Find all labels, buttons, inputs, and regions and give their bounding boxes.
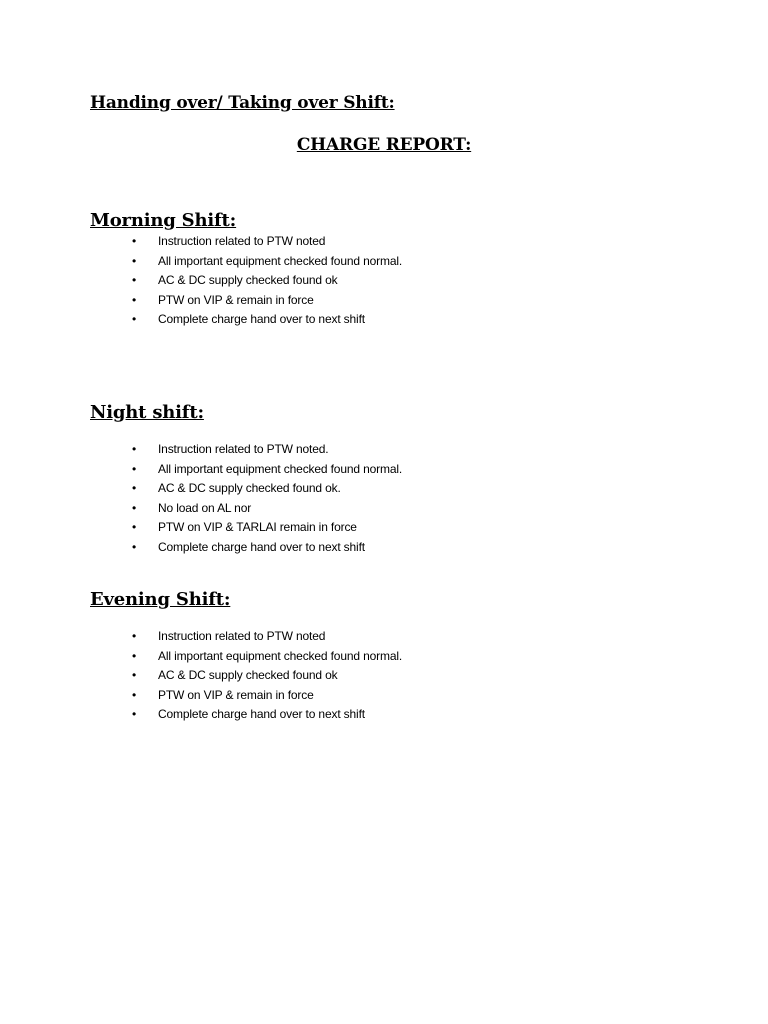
bullet-icon: • bbox=[132, 292, 137, 307]
bullet-icon: • bbox=[132, 629, 137, 643]
list-item-text: Instruction related to PTW noted bbox=[158, 234, 326, 248]
list-item-text: Complete charge hand over to next shift bbox=[158, 707, 365, 722]
list-item-text: AC & DC supply checked found ok bbox=[158, 273, 338, 288]
list-item-text: No load on AL nor bbox=[158, 500, 252, 515]
bullet-icon: • bbox=[132, 442, 137, 456]
bullet-icon: • bbox=[132, 253, 137, 268]
list-item-text: Complete charge hand over to next shift bbox=[158, 539, 365, 554]
bullet-icon: • bbox=[132, 481, 137, 496]
morning-shift-item bbox=[0, 310, 768, 330]
morning-shift-item bbox=[0, 232, 768, 252]
evening-shift-heading: Evening Shift: bbox=[90, 589, 231, 610]
bullet-icon: • bbox=[132, 668, 137, 683]
night-shift-item bbox=[0, 518, 768, 538]
morning-shift-item bbox=[0, 271, 768, 291]
list-item-text: Instruction related to PTW noted. bbox=[158, 442, 329, 456]
bullet-icon: • bbox=[132, 648, 137, 663]
charge-report-title: CHARGE REPORT: bbox=[296, 135, 472, 155]
evening-shift-item bbox=[0, 705, 768, 725]
night-shift-item bbox=[0, 538, 768, 558]
night-shift-item bbox=[0, 499, 768, 519]
list-item-text: All important equipment checked found normal. bbox=[158, 461, 403, 476]
bullet-icon: • bbox=[132, 687, 137, 702]
morning-shift-heading: Morning Shift: bbox=[90, 210, 237, 231]
evening-shift-item bbox=[0, 627, 768, 647]
evening-shift-item bbox=[0, 686, 768, 706]
evening-shift-item bbox=[0, 666, 768, 686]
evening-shift-list bbox=[0, 627, 768, 725]
list-item-text: AC & DC supply checked found ok. bbox=[158, 481, 341, 496]
document-heading: Handing over/ Taking over Shift: bbox=[90, 93, 395, 113]
evening-shift-item bbox=[0, 647, 768, 667]
bullet-icon: • bbox=[132, 312, 137, 327]
night-shift-item bbox=[0, 479, 768, 499]
list-item-text: Instruction related to PTW noted bbox=[158, 629, 326, 643]
night-shift-item bbox=[0, 440, 768, 460]
night-shift-heading: Night shift: bbox=[90, 402, 204, 423]
morning-shift-item bbox=[0, 291, 768, 311]
bullet-icon: • bbox=[132, 539, 137, 554]
bullet-icon: • bbox=[132, 520, 137, 535]
bullet-icon: • bbox=[132, 461, 137, 476]
morning-shift-list bbox=[0, 232, 768, 330]
morning-shift-item bbox=[0, 252, 768, 272]
night-shift-item bbox=[0, 460, 768, 480]
night-shift-list bbox=[0, 440, 768, 558]
list-item-text: AC & DC supply checked found ok bbox=[158, 668, 338, 683]
list-item-text: PTW on VIP & remain in force bbox=[158, 292, 314, 307]
list-item-text: All important equipment checked found normal. bbox=[158, 648, 403, 663]
list-item-text: Complete charge hand over to next shift bbox=[158, 312, 365, 327]
list-item-text: PTW on VIP & TARLAI remain in force bbox=[158, 520, 357, 535]
list-item-text: PTW on VIP & remain in force bbox=[158, 687, 314, 702]
bullet-icon: • bbox=[132, 707, 137, 722]
bullet-icon: • bbox=[132, 500, 137, 515]
list-item-text: All important equipment checked found normal. bbox=[158, 253, 403, 268]
bullet-icon: • bbox=[132, 234, 137, 248]
bullet-icon: • bbox=[132, 273, 137, 288]
